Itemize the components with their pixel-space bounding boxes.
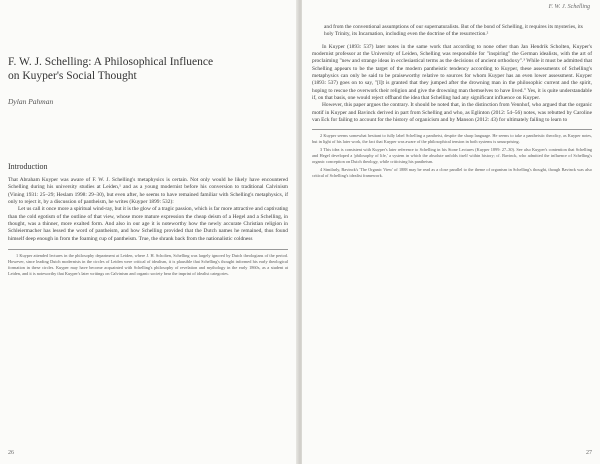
body-paragraph: Let us call it once more a spiritual wind-ray, but it is the glow of a tragic passion, which is far more attractive and captivating than the cold egotism of the outline of that view, whose more mature expression the cheap deism of a Hegel and a Schelling, in thought, was a thinner, more exalted form. And also in our age it is noteworthy how the newly accurate Christian religion in Schleiermacher has lessed the word of pantheism, and how Schelling provided that the Dutch names he remained, thus found himself deep enough in from the foaming cup of pantheism. True, the shrank back from the nationalistic coldness	[8, 206, 288, 242]
article-title	[8, 56, 288, 83]
body-paragraph: In Kuyper (1893: 537) later notes in the same work that according to none other than Jan Hendrik Scholten, Kuyper's modernist professor at the University of Leiden, Schelling was responsible for "inspiring" the German idealists, with the art of proclaiming "new and strange ideas in ecclesiastical terms as the decisions of ancient orthodoxy".³ While it must be admitted that Schelling appears to be the target of the modern pantheistic tendency according to Kuyper, these assessments of Schelling's metaphysics can only be said to be praiseworthy relative to sources for whom Kuyper has an even lower assessment. Kuyper (1893: 537) goes on to say, "[I]t is granted that they jumped after the drowning man in the philosophic current and the spirit, hoping to rescue the overwork their religion and give the drowning man themselves to have lived." Yes, it is quite understandable if, on that basis, one would reject offhand the idea that Schelling had any significant influence on Kuyper.	[312, 43, 592, 102]
page-number: 26	[8, 450, 14, 456]
body-paragraph: However, this paper argues the contrary. It should be noted that, in the distinction from Vennhof, who argued that the organic motif in Kuyper and Bavinck derived in part from Schelling and who, as Eglinton (2012: 54–56) notes, was rebutted by Caroline van Eck for failing to account for the history of organicism and by Manson (2012: 43) for ultimately failing to learn to	[312, 102, 592, 124]
block-quote: and from the conventional assumptions of our supernaturalists. But of the bond of Schelling, it requires its mysteries, its holy Trinity, its Incarnation, including even the doctrine of the resurrection.²	[324, 24, 583, 38]
footnote-area	[312, 129, 592, 178]
title-line-2: on Kuyper's Social Thought	[8, 69, 137, 82]
body-paragraph: That Abraham Kuyper was aware of F. W. J. Schelling's metaphysics is certain. Not only would he likely have encountered Schelling during his university studies at Leiden,¹ and as a young modernist before his conversion to traditional Calvinism (Vining 1931: 25–29; Heslam 1998: 29–30), but even after, he seems to have remained familiar with Schelling's metaphysics, if only to reject it, by a discussion of pantheism, he writes (Kuyper 1899: 532):	[8, 177, 288, 206]
section-heading: Introduction	[8, 162, 48, 171]
footnote: 1 Kuyper attended lectures in the philosophy department at Leiden, where J. H. Scholten, Schelling was largely ignored by Dutch theologians of the period. However, since leading Dutch modernists in the circles of Leiden were critical of idealism, it is plausible that Schelling's thought informed his early theological formation in these circles. Kuyper may have become acquainted with Schelling's philosophy of revelation and mythology in the early 1860s, as a student at Leiden, and it is noteworthy that Kuyper's later writings on Calvinism and organic society bear the imprint of idealist categories.	[8, 253, 288, 276]
left-page	[0, 0, 298, 464]
page-number: 27	[586, 450, 592, 456]
title-line-1: F. W. J. Schelling: A Philosophical Influence	[8, 56, 214, 68]
footnote: 4 Similarly, Bavinck's 'The Organic View' of 1888 may be read as a close parallel to the theme of organism in Schelling's thought, though Bavinck was also critical of Schelling's idealist framework.	[312, 167, 592, 178]
author-name: Dylan Pahman	[8, 97, 54, 106]
footnote-area	[8, 249, 288, 277]
footnote: 2 Kuyper seems somewhat hesitant to fully label Schelling a pantheist, despite the sharp language. He seems to take a pantheistic theodicy, as Kuyper notes, but in light of his later work, the fact that Kuyper was aware of the philosophical tension in both systems is unsurprising.	[312, 133, 592, 145]
right-page	[302, 0, 600, 464]
running-head: F. W. J. Schelling	[548, 4, 590, 10]
footnote: 3 This idea is consistent with Kuyper's later reference to Schelling in his Stone Lectures (Kuyper 1899: 27–30). See also Kuyper's contention that Schelling and Hegel developed a 'philosophy of life,' a system in which the absolute unfolds itself within history; cf. Bavinck, who admitted the influence of Schelling's organic conception on Dutch theology, while criticising his pantheism.	[312, 147, 592, 165]
